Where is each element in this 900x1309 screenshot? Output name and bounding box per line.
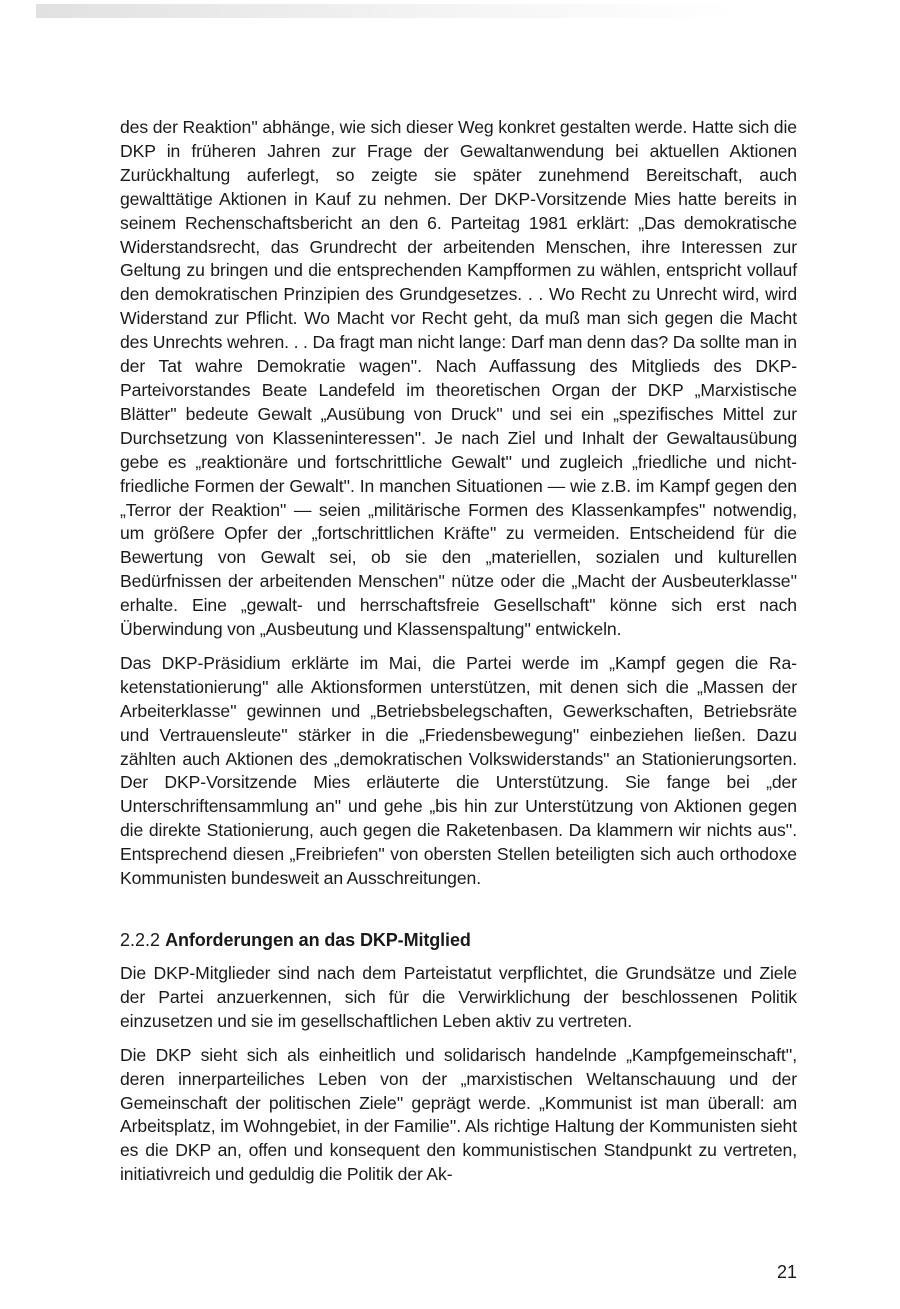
paragraph-violence-stance: des der Reaktion'' abhänge, wie sich dieser Weg konkret gestalten werde. Hatte sich die DKP in früheren Jahren zur Frage der Gewaltanwendung bei aktuellen Aktionen Zurückhaltung auferlegt, so zeigte sie später zunehmend Bereitschaft, auch gewalttätige Aktionen in Kauf zu nehmen. Der DKP-Vorsitzende Mies hatte bereits in seinem Rechenschaftsbericht an den 6. Parteitag 1981 erklärt: „Das demokratische Widerstandsrecht, das Grundrecht der arbeitenden Menschen, ihre Interessen zur Geltung zu bringen und die entsprechenden Kampfformen zu wählen, entspricht vollauf den demokratischen Prinzipien des Grundgesetzes. . . Wo Recht zu Unrecht wird, wird Widerstand zur Pflicht. Wo Macht vor Recht geht, da muß man sich gegen die Macht des Unrechts wehren. . . Da fragt man nicht lange: Darf man denn das? Da sollte man in der Tat wahre Demokratie wagen''. Nach Auffassung des Mitglieds des DKP-Parteivorstandes Beate Landefeld im theoretischen Organ der DKP „Marxistische Blätter'' bedeute Gewalt „Ausübung von Druck'' und sei ein „spezifisches Mittel zur Durchsetzung von Klasseninteressen''. Je nach Ziel und Inhalt der Gewaltausübung gebe es „reaktionäre und fortschrittliche Gewalt'' und zugleich „friedliche und nichtfriedliche Formen der Gewalt''. In manchen Situationen — wie z.B. im Kampf gegen den „Terror der Reaktion'' — seien „militärische Formen des Klassenkampfes'' notwendig, um größere Opfer der „fortschrittlichen Kräfte'' zu vermeiden. Entscheidend für die Bewertung von Gewalt sei, ob sie den „materiellen, sozialen und kulturellen Bedürfnissen der arbeitenden Menschen'' nütze oder die „Macht der Ausbeuterklasse'' erhalte. Eine „gewalt- und herrschaftsfreie Gesellschaft'' könne sich erst nach Überwindung von „Ausbeutung und Klassenspaltung'' entwickeln.: [120, 117, 797, 640]
document-page: [120, 116, 797, 1187]
section-title: Anforderungen an das DKP-Mitglied: [165, 930, 471, 950]
paragraph-member-duties: Die DKP-Mitglieder sind nach dem Parteistatut verpflichtet, die Grundsätze und Ziele der Partei anzuerkennen, sich für die Verwirklichung der beschlossenen Politik einzusetzen und sie im gesellschaftlichen Leben aktiv zu vertreten.: [120, 963, 797, 1031]
page-number: 21: [776, 1262, 797, 1282]
section-heading: [120, 928, 797, 952]
paragraph-kampfgemeinschaft: Die DKP sieht sich als einheitlich und solidarisch handelnde „Kampfgemeinschaft'', deren innerparteiliches Leben von der „marxistischen Weltanschauung und der Gemeinschaft der politischen Ziele'' geprägt werde. „Kommunist ist man überall: am Arbeitsplatz, im Wohngebiet, in der Familie''. Als richtige Haltung der Kommunisten sieht es die DKP an, offen und konsequent den kommunistischen Standpunkt zu vertreten, initiativreich und geduldig die Politik der Ak-: [120, 1044, 797, 1185]
paragraph-praesidium-may: Das DKP-Präsidium erklärte im Mai, die Partei werde im „Kampf gegen die Raketenstationierung'' alle Aktionsformen unterstützen, mit denen sich die „Massen der Arbeiterklasse'' gewinnen und „Betriebsbelegschaften, Gewerkschaften, Betriebsräte und Vertrauensleute'' stärker in die „Friedensbewegung'' einbeziehen ließen. Dazu zählten auch Aktionen des „demokratischen Volkswiderstands'' an Stationierungsorten. Der DKP-Vorsitzende Mies erläuterte die Unterstützung. Sie fange bei „der Unterschriftensammlung an'' und gehe „bis hin zur Unterstützung von Aktionen gegen die direkte Stationierung, auch gegen die Raketenbasen. Da klammern wir nichts aus''. Entsprechend diesen „Freibriefen'' von obersten Stellen beteiligten sich auch orthodoxe Kommunisten bundesweit an Ausschreitungen.: [120, 652, 797, 889]
scan-edge-shadow: [36, 4, 736, 18]
section-number: 2.2.2: [120, 930, 161, 950]
